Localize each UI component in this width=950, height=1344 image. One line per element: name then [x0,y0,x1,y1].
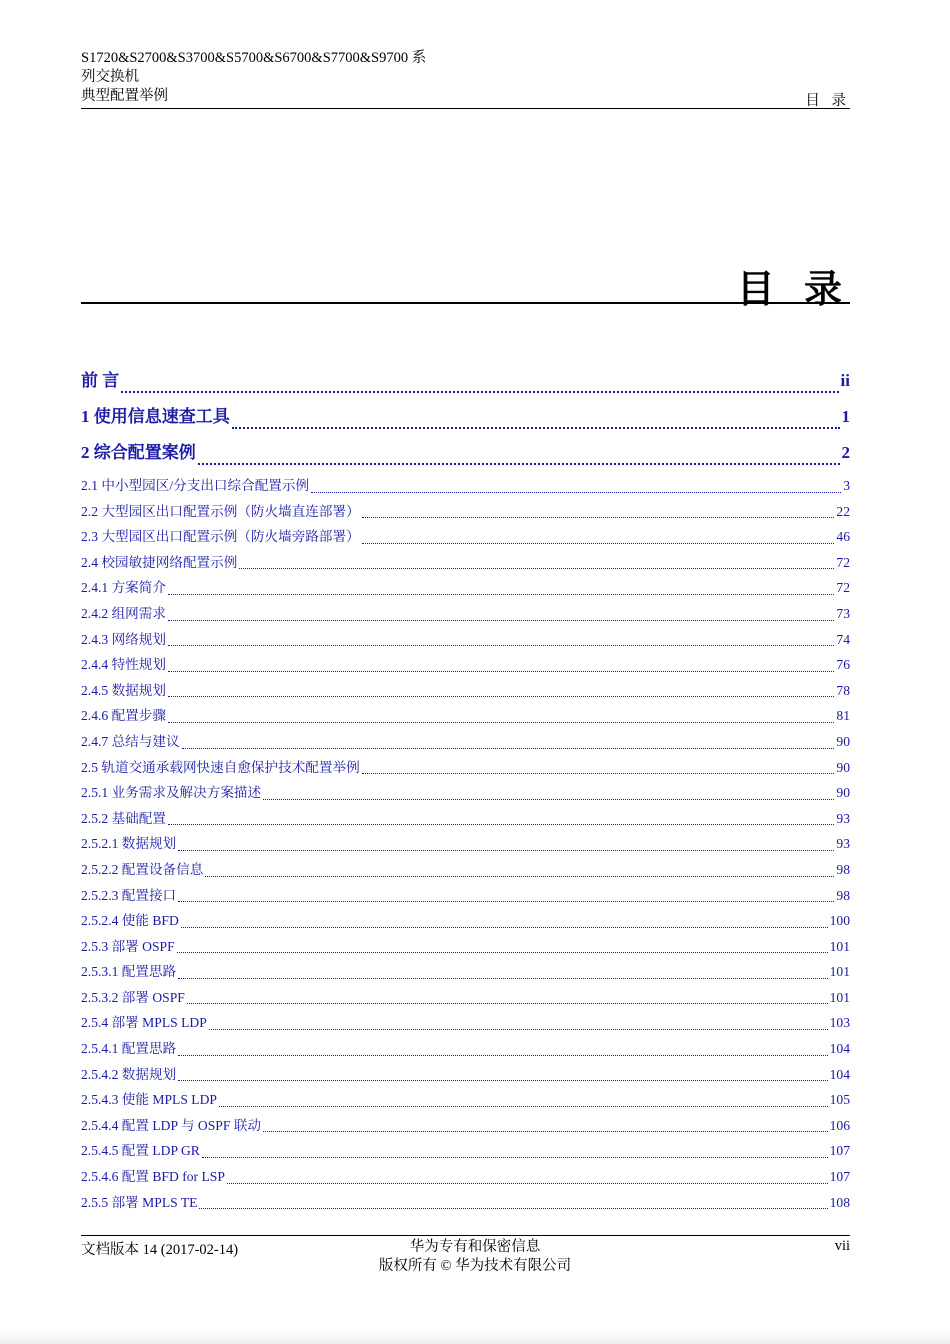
toc-entry-page[interactable]: 98 [836,861,850,877]
toc-entry[interactable] [81,1191,850,1217]
toc-entry-label[interactable]: 2.5.4.6 配置 BFD for LSP [81,1169,225,1185]
toc-entry-page[interactable]: 3 [843,478,850,493]
toc-leader-dots [198,463,840,465]
footer-center [0,1238,950,1276]
toc-entry-label[interactable]: 2.5.3.2 部署 OSPF [81,989,185,1005]
toc-entry-page[interactable]: 1 [841,407,850,426]
toc-entry[interactable] [81,679,850,705]
toc-entry-page[interactable]: 103 [829,1015,850,1031]
toc-entry-page[interactable]: 108 [829,1194,850,1210]
toc-entry[interactable] [81,438,850,474]
toc-leader-dots [168,620,834,621]
toc-entry-page[interactable]: 74 [836,631,850,647]
toc-entry-page[interactable]: 104 [829,1066,850,1082]
toc-entry-label[interactable]: 2.4.2 组网需求 [81,605,166,621]
toc-entry-label[interactable]: 2.5.4.1 配置思路 [81,1041,177,1057]
toc-leader-dots [168,696,834,697]
toc-entry-page[interactable]: ii [840,371,850,390]
toc-entry-page[interactable]: 90 [836,759,850,775]
toc-entry[interactable] [81,628,850,654]
toc-entry[interactable] [81,602,850,628]
toc-entry-page[interactable]: 93 [836,836,850,852]
toc-leader-dots [263,799,834,800]
toc-entry-label[interactable]: 2.5.4.3 使能 MPLS LDP [81,1092,217,1108]
toc-entry[interactable] [81,1037,850,1063]
toc-entry[interactable] [81,1063,850,1089]
toc-entry-page[interactable]: 78 [836,682,850,698]
toc-entry-page[interactable]: 76 [836,657,850,673]
toc-leader-dots [168,824,834,825]
toc-leader-dots [209,1029,828,1030]
header-divider [81,108,850,109]
toc-entry-page[interactable]: 93 [836,810,850,826]
toc-leader-dots [178,1055,827,1056]
toc-entry-page[interactable]: 90 [836,733,850,749]
toc-entry-label[interactable]: 2.5.2.4 使能 BFD [81,913,179,929]
toc-leader-dots [227,1183,828,1184]
toc-entry-label[interactable]: 2.2 大型园区出口配置示例（防火墙直连部署） [81,503,360,519]
toc-leader-dots [181,927,828,928]
toc-entry[interactable] [81,551,850,577]
toc-entry-label[interactable]: 2.5 轨道交通承载网快速自愈保护技术配置举例 [81,759,360,775]
toc-leader-dots [362,517,835,518]
toc-entry-page[interactable]: 101 [829,938,850,954]
toc-entry-page[interactable]: 90 [836,785,850,801]
toc-entry[interactable] [81,525,850,551]
toc-entry[interactable] [81,1011,850,1037]
toc-entry-page[interactable]: 72 [836,554,850,570]
toc-entry-label[interactable]: 2.1 中小型园区/分支出口综合配置示例 [81,478,310,493]
toc-entry-page[interactable]: 73 [836,605,850,621]
toc-entry-label[interactable]: 2.5.4 部署 MPLS LDP [81,1015,207,1031]
toc-entry-page[interactable]: 101 [829,989,850,1005]
toc-leader-dots [121,391,838,393]
toc-leader-dots [178,850,834,851]
toc-entry-label[interactable]: 2.4.3 网络规划 [81,631,166,647]
toc-entry-label[interactable]: 2.5.2.3 配置接口 [81,887,177,903]
toc-leader-dots [168,645,834,646]
toc-entry-label[interactable]: 2.5.5 部署 MPLS TE [81,1194,198,1210]
toc-entry-label[interactable]: 2.4 校园敏捷网络配置示例 [81,554,238,570]
header-doc-title: 典型配置举例 [81,88,168,104]
toc-entry[interactable] [81,402,850,438]
toc-leader-dots [202,1157,828,1158]
toc-entry-page[interactable]: 81 [836,708,850,724]
toc-entry[interactable] [81,366,850,402]
toc-entry-label[interactable]: 2.5.2 基础配置 [81,810,166,826]
toc-leader-dots [362,773,835,774]
toc-entry-label[interactable]: 2.4.6 配置步骤 [81,708,166,724]
toc-entry-label[interactable]: 2.5.2.1 数据规划 [81,836,177,852]
toc-entry-page[interactable]: 105 [829,1092,850,1108]
toc-entry[interactable] [81,500,850,526]
toc-entry[interactable] [81,986,850,1012]
header-product-line1: S1720&S2700&S3700&S5700&S6700&S7700&S9700 系 [81,50,427,66]
toc-leader-dots [232,427,840,429]
toc-entry[interactable] [81,730,850,756]
toc-leader-dots [187,1003,828,1004]
footer-page-number: vii [834,1238,850,1254]
running-header [81,49,501,106]
toc-leader-dots [177,952,828,953]
footer-divider [81,1235,850,1236]
toc-entry[interactable] [81,756,850,782]
toc-leader-dots [182,748,835,749]
toc-entry-page[interactable]: 22 [836,503,850,519]
toc-entry[interactable] [81,909,850,935]
toc-entry-label[interactable]: 2 综合配置案例 [81,443,196,462]
toc-leader-dots [205,876,834,877]
toc-leader-dots [311,492,841,493]
toc-entry[interactable] [81,1088,850,1114]
toc-entry[interactable] [81,474,850,500]
toc-leader-dots [199,1208,827,1209]
toc-entry[interactable] [81,832,850,858]
toc-entry-label[interactable]: 2.4.1 方案简介 [81,580,166,596]
toc-entry[interactable] [81,781,850,807]
toc-entry-label[interactable]: 1 使用信息速查工具 [81,407,230,426]
toc-entry[interactable] [81,935,850,961]
toc-entry[interactable] [81,858,850,884]
toc-entry-page[interactable]: 98 [836,887,850,903]
toc-entry-page[interactable]: 46 [836,529,850,545]
toc-entry[interactable] [81,884,850,910]
toc-entry-page[interactable]: 101 [829,964,850,980]
toc-leader-dots [362,543,835,544]
toc-entry-page[interactable]: 2 [841,443,850,462]
footer-confidential: 华为专有和保密信息 [409,1239,541,1255]
toc-entry-label[interactable]: 2.4.4 特性规划 [81,657,166,673]
toc-entry-page[interactable]: 106 [829,1117,850,1133]
toc-entry-label[interactable]: 2.3 大型园区出口配置示例（防火墙旁路部署） [81,529,360,545]
page-edge [0,1330,950,1344]
toc-entry-label[interactable]: 2.5.4.4 配置 LDP 与 OSPF 联动 [81,1117,262,1133]
toc-entry-page[interactable]: 100 [829,913,850,929]
toc-entry-label[interactable]: 2.4.7 总结与建议 [81,733,180,749]
toc-entry-page[interactable]: 104 [829,1041,850,1057]
toc-entry[interactable] [81,1139,850,1165]
toc-entry-page[interactable]: 107 [829,1169,850,1185]
footer-version: 文档版本 14 (2017-02-14) [81,1242,239,1258]
footer-copyright: 版权所有 © 华为技术有限公司 [378,1258,572,1274]
title-divider [81,302,850,304]
toc-leader-dots [168,594,834,595]
toc-entry-label[interactable]: 2.5.2.2 配置设备信息 [81,861,204,877]
toc-entry-page[interactable]: 72 [836,580,850,596]
toc-leader-dots [239,568,834,569]
header-product-line2: 列交换机 [81,69,139,85]
toc-entry[interactable] [81,576,850,602]
toc-leader-dots [178,978,827,979]
toc-entry-label[interactable]: 2.5.1 业务需求及解决方案描述 [81,785,262,801]
toc-entry-label[interactable]: 2.5.3.1 配置思路 [81,964,177,980]
toc-entry[interactable] [81,1165,850,1191]
toc-entry-label[interactable]: 2.5.4.2 数据规划 [81,1066,177,1082]
toc-entry[interactable] [81,1114,850,1140]
toc-entry-label[interactable]: 2.5.3 部署 OSPF [81,938,175,954]
toc-leader-dots [168,722,834,723]
toc-entry-label[interactable]: 2.4.5 数据规划 [81,682,166,698]
toc-entry[interactable] [81,960,850,986]
toc-leader-dots [219,1106,828,1107]
toc-entry-label[interactable]: 前 言 [81,371,120,390]
toc-entry-page[interactable]: 107 [829,1143,850,1159]
toc-entry[interactable] [81,704,850,730]
toc-entry-label[interactable]: 2.5.4.5 配置 LDP GR [81,1143,200,1159]
toc-entry[interactable] [81,653,850,679]
table-of-contents [81,366,850,1216]
toc-leader-dots [178,901,834,902]
toc-leader-dots [178,1080,827,1081]
toc-leader-dots [168,671,834,672]
toc-leader-dots [263,1131,828,1132]
header-section: 目 录 [805,93,850,109]
toc-entry[interactable] [81,807,850,833]
page-title: 目 录 [736,267,850,311]
